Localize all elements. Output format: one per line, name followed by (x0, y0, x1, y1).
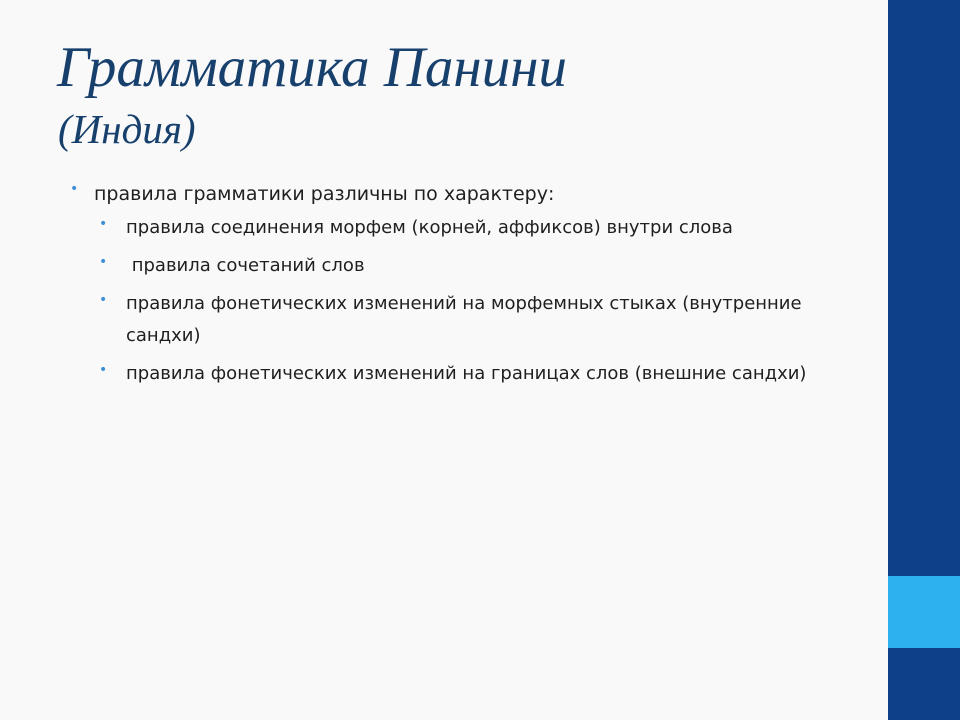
slide-content (68, 176, 858, 396)
slide-subtitle: (Индия) (58, 106, 196, 152)
bullet-item-level2 (68, 250, 858, 282)
bullet-text: правила сочетаний слов (126, 255, 365, 276)
bullet-dot-icon: • (99, 362, 108, 378)
bullet-text: правила грамматики различны по характеру: (94, 183, 555, 205)
bullet-dot-icon: • (70, 181, 79, 197)
bullet-item-level2 (68, 212, 858, 244)
bullet-text: правила фонетических изменений на морфемных стыках (внутренние сандхи) (126, 293, 802, 346)
bullet-text: правила соединения морфем (корней, аффиксов) внутри слова (126, 217, 733, 238)
bullet-dot-icon: • (99, 292, 108, 308)
bullet-item-level2 (68, 358, 858, 390)
bullet-dot-icon: • (99, 216, 108, 232)
bullet-item-level2 (68, 288, 858, 352)
bullet-dot-icon: • (99, 254, 108, 270)
side-bar-accent-decoration (888, 576, 960, 648)
slide-title: Грамматика Панини (57, 36, 567, 99)
bullet-item-level1 (68, 176, 858, 212)
bullet-text: правила фонетических изменений на границах слов (внешние сандхи) (126, 363, 807, 384)
